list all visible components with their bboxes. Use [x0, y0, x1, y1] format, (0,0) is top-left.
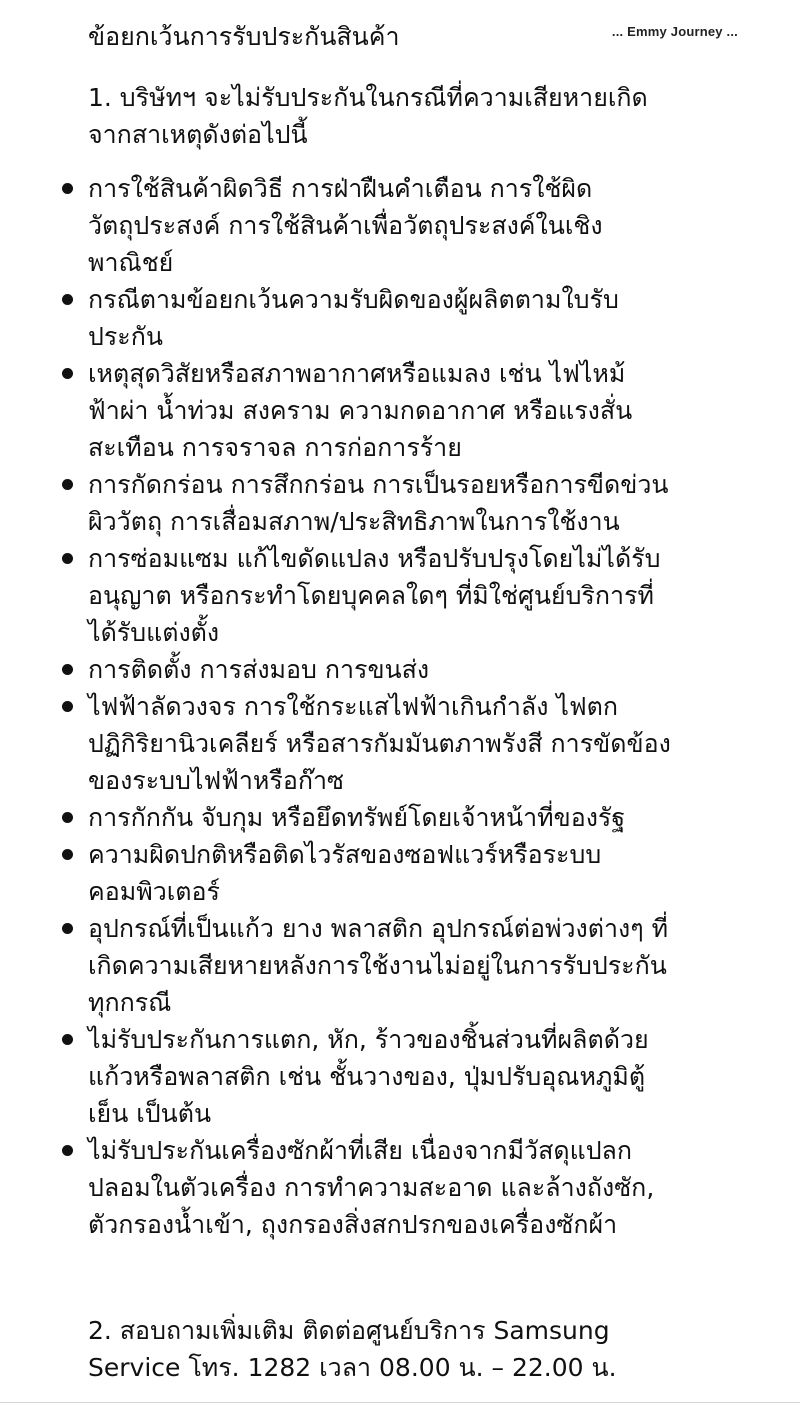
list-item-text: ความผิดปกติหรือติดไวรัสของซอฟแวร์หรือระบบคอมพิวเตอร์ — [88, 840, 602, 906]
bullet-icon — [62, 923, 73, 934]
list-item — [0, 910, 678, 1021]
bullet-icon — [62, 664, 73, 675]
list-item — [0, 466, 678, 540]
bullet-icon — [62, 1034, 73, 1045]
list-item — [0, 799, 678, 836]
list-item — [0, 688, 678, 799]
list-item-text: เหตุสุดวิสัยหรือสภาพอากาศหรือแมลง เช่น ไฟไหม้ ฟ้าผ่า น้ำท่วม สงคราม ความกดอากาศ หรือแรงสั่นสะเทือน การจราจล การก่อการร้าย — [88, 359, 633, 462]
bullet-icon — [62, 553, 73, 564]
bullet-icon — [62, 812, 73, 823]
bullet-icon — [62, 1145, 73, 1156]
list-item-text: การซ่อมแซม แก้ไขดัดแปลง หรือปรับปรุงโดยไม่ได้รับอนุญาต หรือกระทำโดยบุคคลใดๆ ที่มิใช่ศูนย์บริการที่ได้รับแต่งตั้ง — [88, 544, 661, 647]
list-item — [0, 1132, 678, 1243]
list-item-text: การติดตั้ง การส่งมอบ การขนส่ง — [88, 655, 430, 684]
exclusion-list — [0, 170, 800, 1243]
bullet-icon — [62, 849, 73, 860]
list-item — [0, 540, 678, 651]
list-item-text: ไฟฟ้าลัดวงจร การใช้กระแสไฟฟ้าเกินกำลัง ไฟตก ปฏิกิริยานิวเคลียร์ หรือสารกัมมันตภาพรังสี การขัดข้องของระบบไฟฟ้าหรือก๊าซ — [88, 692, 671, 795]
section-1-intro: 1. บริษัทฯ จะไม่รับประกันในกรณีที่ความเสียหายเกิดจากสาเหตุดังต่อไปนี้ — [88, 83, 648, 149]
list-item-text: การกัดกร่อน การสึกกร่อน การเป็นรอยหรือการขีดข่วนผิววัตถุ การเสื่อมสภาพ/ประสิทธิภาพในการใช้งาน — [88, 470, 669, 536]
list-item — [0, 281, 678, 355]
list-item-text: ไม่รับประกันเครื่องซักผ้าที่เสีย เนื่องจากมีวัสดุแปลกปลอมในตัวเครื่อง การทำความสะอาด และล้างถังซัก, ตัวกรองน้ำเข้า, ถุงกรองสิ่งสกปรกของเครื่องซักผ้า — [88, 1136, 655, 1239]
bullet-icon — [62, 701, 73, 712]
list-item — [0, 355, 678, 466]
list-item-text: การใช้สินค้าผิดวิธี การฝ่าฝืนคำเตือน การใช้ผิดวัตถุประสงค์ การใช้สินค้าเพื่อวัตถุประสงค์ในเชิงพาณิชย์ — [88, 174, 603, 277]
divider — [0, 1402, 800, 1403]
list-item-text: อุปกรณ์ที่เป็นแก้ว ยาง พลาสติก อุปกรณ์ต่อพ่วงต่างๆ ที่เกิดความเสียหายหลังการใช้งานไม่อยู่ในการรับประกันทุกกรณี — [88, 914, 669, 1017]
bullet-icon — [62, 368, 73, 379]
bullet-icon — [62, 479, 73, 490]
list-item-text: ไม่รับประกันการแตก, หัก, ร้าวของชิ้นส่วนที่ผลิตด้วยแก้วหรือพลาสติก เช่น ชั้นวางของ, ปุ่มปรับอุณหภูมิตู้เย็น เป็นต้น — [88, 1025, 649, 1128]
page-title: ข้อยกเว้นการรับประกันสินค้า — [88, 22, 400, 51]
list-item-text: การกักกัน จับกุม หรือยึดทรัพย์โดยเจ้าหน้าที่ของรัฐ — [88, 803, 626, 832]
list-item — [0, 170, 678, 281]
list-item — [0, 836, 678, 910]
bullet-icon — [62, 294, 73, 305]
list-item — [0, 1021, 678, 1132]
section-2-contact: 2. สอบถามเพิ่มเติม ติดต่อศูนย์บริการ Samsung Service โทร. 1282 เวลา 08.00 น. – 22.00 น. — [88, 1316, 617, 1382]
list-item — [0, 651, 678, 688]
list-item-text: กรณีตามข้อยกเว้นความรับผิดของผู้ผลิตตามใบรับประกัน — [88, 285, 619, 351]
watermark: ... Emmy Journey ... — [611, 24, 738, 39]
bullet-icon — [62, 183, 73, 194]
